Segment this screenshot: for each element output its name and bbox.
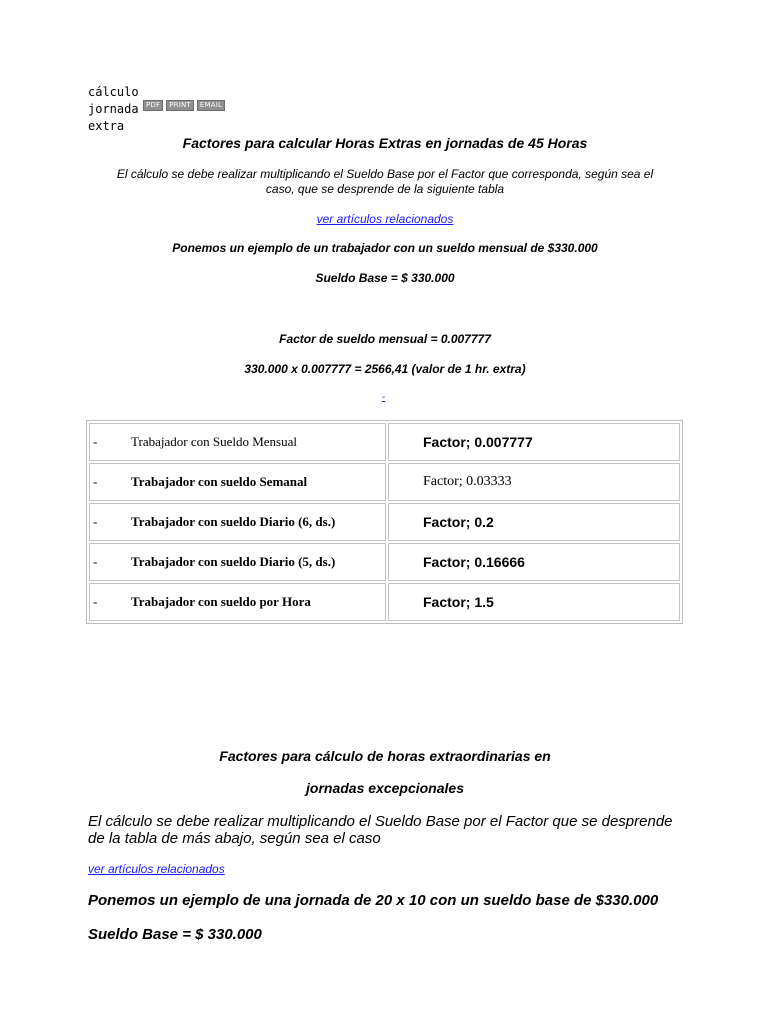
section1-calc: 330.000 x 0.007777 = 2566,41 (valor de 1 hr. extra): [244, 362, 526, 376]
title-line: cálculo: [88, 85, 139, 99]
row-factor: Factor; 1.5: [388, 583, 680, 621]
row-dash: -: [93, 594, 98, 609]
section2-base: Sueldo Base = $ 330.000: [88, 926, 262, 943]
export-badges: [143, 100, 225, 111]
section2-title-line2: jornadas excepcionales: [306, 780, 464, 796]
row-label: Trabajador con Sueldo Mensual: [131, 434, 297, 449]
pdf-button[interactable]: PDF: [143, 100, 163, 111]
row-dash: -: [93, 474, 98, 489]
title-line: jornada: [88, 102, 139, 116]
table-row: [89, 463, 680, 501]
table-row: [89, 583, 680, 621]
table-row: [89, 503, 680, 541]
section2-example: Ponemos un ejemplo de una jornada de 20 x 10 con un sueldo base de $330.000: [88, 892, 659, 909]
row-label: Trabajador con sueldo por Hora: [131, 594, 311, 609]
section1-factor: Factor de sueldo mensual = 0.007777: [279, 332, 491, 346]
row-label: Trabajador con sueldo Diario (6, ds.): [131, 514, 336, 529]
row-factor: Factor; 0.2: [388, 503, 680, 541]
document-title: [88, 84, 144, 135]
table-row: [89, 543, 680, 581]
section2-title-line1: Factores para cálculo de horas extraordinarias en: [219, 748, 551, 764]
section1-intro: El cálculo se debe realizar multiplicando el Sueldo Base por el Factor que corresponda, según sea el caso, que se desprende de la siguiente tabla: [116, 167, 654, 196]
section1-title: Factores para calcular Horas Extras en jornadas de 45 Horas: [182, 135, 588, 151]
row-factor: Factor; 0.007777: [388, 423, 680, 461]
section1-base: Sueldo Base = $ 330.000: [315, 271, 455, 285]
section1-example: Ponemos un ejemplo de un trabajador con un sueldo mensual de $330.000: [172, 241, 598, 255]
row-dash: -: [93, 554, 98, 569]
factors-table: [86, 420, 683, 624]
row-factor: Factor; 0.16666: [388, 543, 680, 581]
related-articles-link[interactable]: ver artículos relacionados: [316, 212, 454, 226]
row-label: Trabajador con sueldo Diario (5, ds.): [131, 554, 336, 569]
table-row: [89, 423, 680, 461]
row-factor: Factor; 0.03333: [388, 463, 680, 501]
print-button[interactable]: PRINT: [166, 100, 194, 111]
section2-intro: El cálculo se debe realizar multiplicando el Sueldo Base por el Factor que se desprende de la tabla de más abajo, según sea el caso: [88, 813, 673, 847]
row-label: Trabajador con sueldo Semanal: [131, 474, 308, 489]
email-button[interactable]: EMAIL: [197, 100, 225, 111]
row-dash: -: [93, 514, 98, 529]
related-articles-link-2[interactable]: ver artículos relacionados: [88, 862, 225, 876]
row-dash: -: [93, 434, 98, 449]
small-link[interactable]: -: [382, 392, 386, 403]
title-line: extra: [88, 119, 125, 133]
